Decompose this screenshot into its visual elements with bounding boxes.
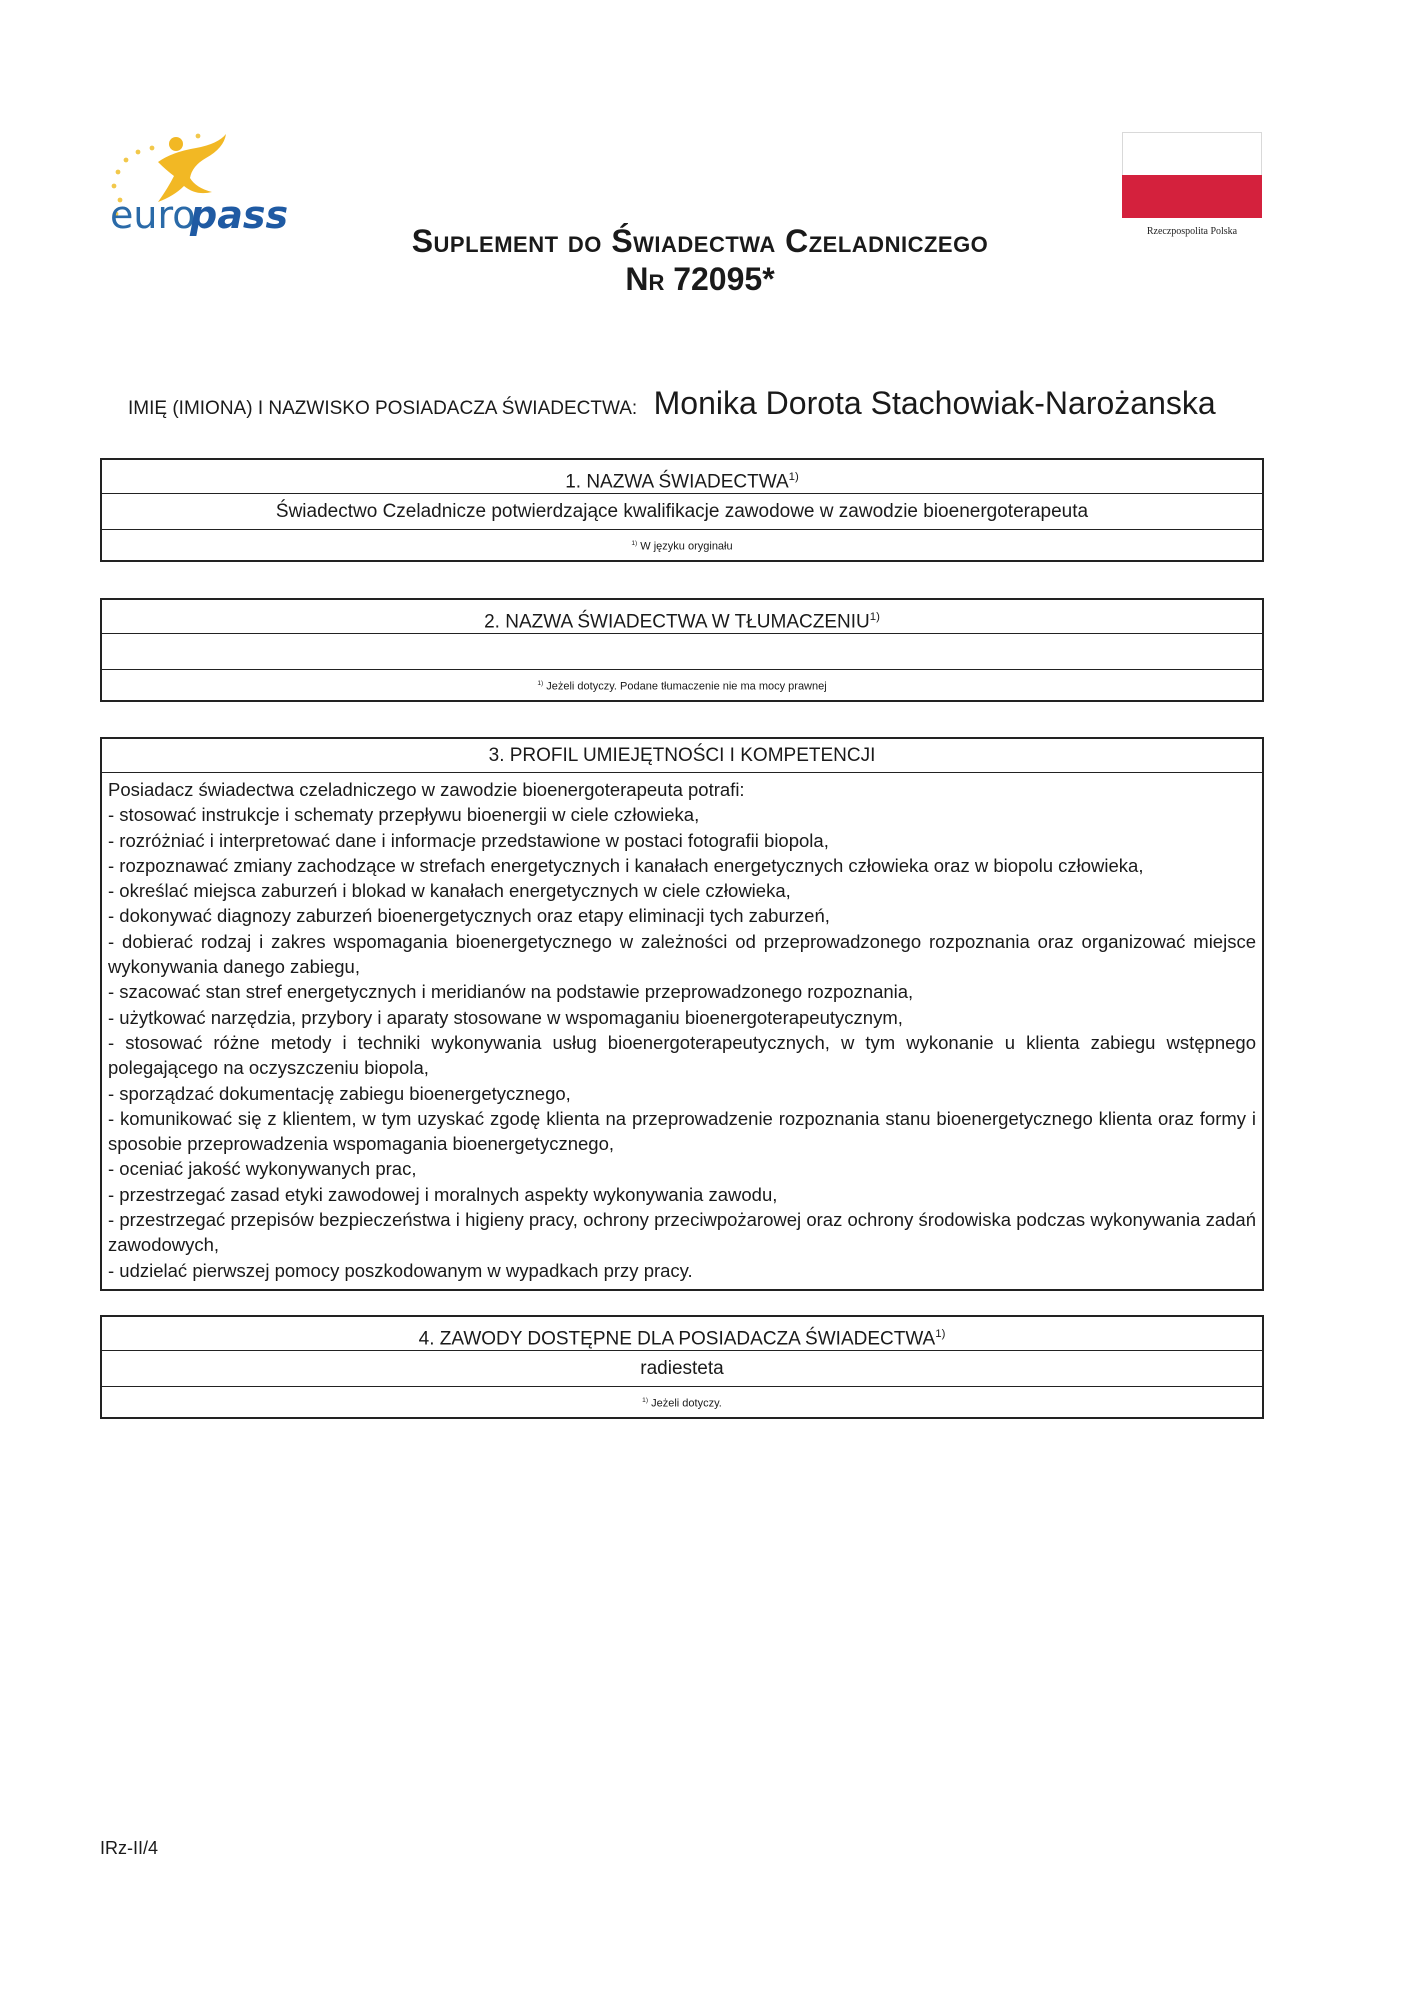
skills-line: - sporządzać dokumentację zabiegu bioenergetycznego,	[108, 1082, 571, 1104]
section-2-heading: 2. NAZWA ŚWIADECTWA W TŁUMACZENIU$^{1)}$	[102, 600, 1262, 634]
title-line-2: Nr 72095*	[625, 261, 775, 297]
skills-line: Posiadacz świadectwa czeladniczego w zawodzie bioenergoterapeuta potrafi:	[108, 779, 745, 800]
skills-line: - szacować stan stref energetycznych i meridianów na podstawie przeprowadzonego rozpoznania,	[108, 981, 914, 1003]
svg-text:pass: pass	[190, 193, 289, 237]
section-4-footnote: $^{1)}$ Jeżeli dotyczy.	[642, 1397, 722, 1410]
holder-name-value: Monika Dorota Stachowiak-Narożanska	[653, 385, 1216, 421]
skills-line: - przestrzegać zasad etyki zawodowej i moralnych aspekty wykonywania zawodu,	[108, 1183, 778, 1205]
svg-text:euro: euro	[110, 193, 196, 237]
section-1-heading: 1. NAZWA ŚWIADECTWA$^{1)}$	[102, 460, 1262, 494]
skills-line: - oceniać jakość wykonywanych prac,	[108, 1158, 417, 1180]
skills-line: - określać miejsca zaburzeń i blokad w kanałach energetycznych w ciele człowieka,	[108, 880, 791, 902]
title-line-1: Suplement do Świadectwa Czeladniczego	[411, 223, 989, 259]
section-1-value: Świadectwo Czeladnicze potwierdzające kwalifikacje zawodowe w zawodzie bioenergoterapeuta	[102, 494, 1262, 530]
section-skills-profile	[100, 737, 1264, 1291]
skills-line: - stosować instrukcje i schematy przepływu bioenergii w ciele człowieka,	[108, 804, 700, 826]
section-2-value	[102, 634, 1262, 670]
flag-caption: Rzeczpospolita Polska	[1146, 226, 1238, 237]
document-title	[260, 222, 1140, 298]
section-2-footnote: $^{1)}$ Jeżeli dotyczy. Podane tłumaczenie nie ma mocy prawnej	[537, 680, 827, 693]
section-available-occupations	[100, 1315, 1264, 1419]
skills-line: - użytkować narzędzia, przybory i aparaty stosowane w wspomaganiu bioenergoterapeutycznym,	[108, 1006, 903, 1028]
section-4-value: radiesteta	[102, 1351, 1262, 1387]
skills-line: - przestrzegać przepisów bezpieczeństwa i higieny pracy, ochrony przeciwpożarowej oraz ochrony środowiska podczas wykonywania zadań zawodowych,	[108, 1209, 1256, 1256]
flag-red-stripe	[1122, 175, 1262, 218]
skills-line: - dobierać rodzaj i zakres wspomagania bioenergetycznego w zależności od przeprowadzonego rozpoznania oraz organizować miejsce wykonywania danego zabiegu,	[108, 930, 1256, 978]
document-code: IRz-II/4	[100, 1838, 159, 1858]
skills-line: - stosować różne metody i techniki wykonywania usług bioenergoterapeutycznych, w tym wykonanie u klienta zabiegu wstępnego polegającego na oczyszczeniu biopola,	[108, 1031, 1256, 1079]
skills-line: - rozpoznawać zmiany zachodzące w strefach energetycznych i kanałach energetycznych człowieka oraz w biopolu człowieka,	[108, 854, 1144, 876]
poland-flag	[1122, 132, 1262, 218]
skills-line: - rozróżniać i interpretować dane i informacje przedstawione w postaci fotografii biopola,	[108, 829, 829, 851]
holder-name-row	[128, 385, 1278, 422]
skills-line: - udzielać pierwszej pomocy poszkodowanym w wypadkach przy pracy.	[108, 1259, 693, 1281]
skills-line: - komunikować się z klientem, w tym uzyskać zgodę klienta na przeprowadzenie rozpoznania stanu bioenergetycznego klienta oraz formy i sposobie przeprowadzenia wspomagania bioenergetycznego,	[108, 1107, 1256, 1155]
section-certificate-name	[100, 458, 1264, 562]
skills-line: - dokonywać diagnozy zaburzeń bioenergetycznych oraz etapy eliminacji tych zaburzeń,	[108, 905, 830, 927]
flag-white-stripe	[1122, 132, 1262, 175]
section-certificate-translation	[100, 598, 1264, 702]
section-3-heading: 3. PROFIL UMIEJĘTNOŚCI I KOMPETENCJI	[102, 739, 1262, 773]
holder-name-label: IMIĘ (IMIONA) I NAZWISKO POSIADACZA ŚWIADECTWA:	[128, 398, 638, 419]
section-4-heading: 4. ZAWODY DOSTĘPNE DLA POSIADACZA ŚWIADECTWA$^{1)}$	[102, 1317, 1262, 1351]
section-3-body	[102, 773, 1262, 1289]
section-1-footnote: $^{1)}$ W języku oryginału	[631, 540, 733, 553]
